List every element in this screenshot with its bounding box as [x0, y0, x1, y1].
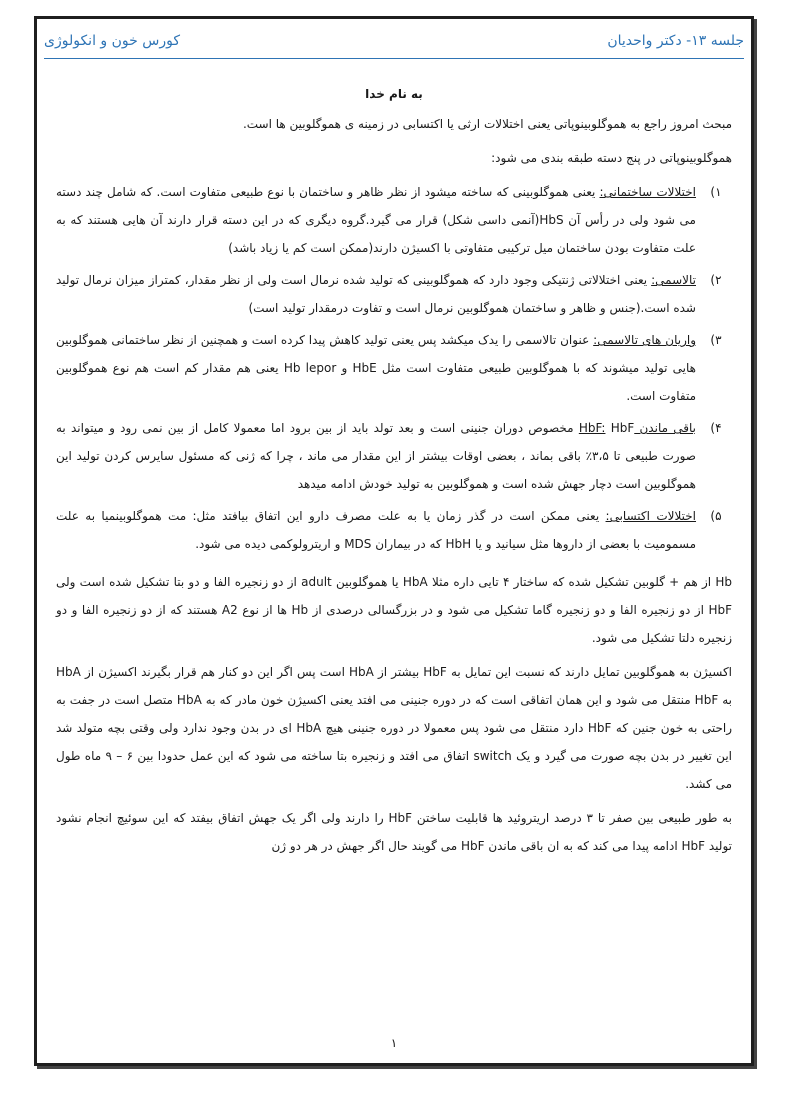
- basmala-heading: به نام خدا: [365, 87, 423, 101]
- list-item-text: یعنی ممکن است در گذر زمان یا به علت مصرف دارو این اتفاق بیافتد مثل: مت هموگلوبینمیا به علت مسمومیت با بعضی از داروها مثل سیانید و یا HbH که در بیماران MDS و اریترولوکمی دیده می شود.: [56, 509, 696, 551]
- list-item: [56, 502, 722, 558]
- header-rule: [44, 58, 744, 59]
- list-item-term: تالاسمی:: [651, 273, 696, 287]
- list-item-number: ۴): [710, 421, 722, 435]
- document-body: [56, 74, 732, 866]
- list-item-number: ۳): [710, 333, 722, 347]
- list-item: [56, 326, 722, 410]
- list-item-term: اختلالات اکتسابی:: [605, 509, 697, 523]
- list-item-text: یعنی هموگلوبینی که ساخته میشود از نظر ظاهر و ساختمان با نوع طبیعی متفاوت است. که شامل چند دسته می شود ولی در رأس آن HbS(آنمی داسی شکل) قرار می گیرد.گروه دیگری که در این دسته قرار دارند آن هایی هستند که به علت متفاوت بودن ساختمان میل ترکیبی متفاوتی با اکسیژن دارند(ممکن است کم یا زیاد باشد): [56, 185, 696, 255]
- header-course-title: کورس خون و انکولوژی: [44, 33, 180, 49]
- intro-paragraph-2: هموگلوبینوپاتی در پنج دسته طبقه بندی می شود:: [491, 151, 732, 165]
- list-item-text: عنوان تالاسمی را یدک میکشد پس یعنی تولید کاهش پیدا کرده است و همچنین از نظر ساختمانی هموگلوبین هایی تولید میشوند که با هموگلوبین طبیعی متفاوت است مثل HbE و Hb lepor یعنی هم مقدار کم است هم نوع هموگلوبین متفاوت است.: [56, 333, 696, 403]
- list-item: [56, 414, 722, 498]
- list-item: [56, 266, 722, 322]
- list-item-text: HbF مخصوص دوران جنینی است و بعد تولد باید از بین برود اما معمولا کامل از بین نمی رود و میتواند به صورت طبیعی تا ۳،۵٪ باقی بماند ، بعضی اوقات بیشتر از این مقدار می ماند ، چرا که ژنی که مسئول سایرس کردن تولید این هموگلوبین است دچار جهش شده است و هموگلوبین به تولید خودش ادامه میدهد: [56, 421, 696, 491]
- list-item-term: باقی ماندن HbF:: [578, 421, 696, 435]
- body-paragraph-2: اکسیژن به هموگلوبین تمایل دارند که نسبت این تمایل به HbF بیشتر از HbA است پس اگر این دو کنار هم قرار بگیرند اکسیژن از HbA به HbF منتقل می شود و این همان اتفاقی است که در دوره جنینی می افتد یعنی اکسیژن خون مادر که به HbA متصل است در جفت به راحتی به خون جنین که HbF دارد منتقل می شود پس معمولا در دوره جنینی هیچ HbA ای در بدن وجود ندارد ولی وقتی بچه متولد شد این تغییر در بدن بچه صورت می گیرد و یک switch اتفاق می افتد و زنجیره بتا ساخته می شود که این عمل حدودا بین ۶ – ۹ ماه طول می کشد.: [56, 665, 733, 791]
- document-page: [44, 22, 744, 1062]
- list-item-number: ۲): [710, 273, 722, 287]
- list-item-text: یعنی اختلالاتی ژنتیکی وجود دارد که هموگلوبینی که تولید شده نرمال است ولی از نظر مقدار، کمتراز میزان نرمال تولید شده است.(جنس و ظاهر و ساختمان هموگلوبین نرمال است و تفاوت درمقدار تولید است): [56, 273, 696, 315]
- body-paragraph-1: Hb از هم + گلوبین تشکیل شده که ساختار ۴ تایی داره مثلا HbA یا هموگلوبین adult از دو زنجیره الفا و دو بتا تشکیل شده است ولی HbF از دو زنجیره الفا و دو زنجیره گاما تشکیل می شود و در بزرگسالی درصدی از Hb ها از نوع A2 هستند که از دو زنجیره الفا و دو زنجیره دلتا تشکیل می شود.: [56, 575, 732, 645]
- page-header: [44, 26, 744, 56]
- classification-list: [56, 178, 732, 558]
- list-item-term: واریان های تالاسمی:: [593, 333, 696, 347]
- page-number: ۱: [390, 1036, 398, 1050]
- list-item: [56, 178, 722, 262]
- header-session-title: جلسه ۱۳- دکتر واحدیان: [607, 33, 744, 49]
- body-paragraph-3: به طور طبیعی بین صفر تا ۳ درصد اریتروئید ها قابلیت ساختن HbF را دارند ولی اگر یک جهش اتفاق بیفتد که این سوئیچ انجام نشود تولید HbF ادامه پیدا می کند که به ان باقی ماندن HbF می گویند حال اگر جهش در هر دو ژن: [56, 811, 733, 853]
- list-item-number: ۵): [710, 509, 722, 523]
- list-item-term: اختلالات ساختمانی:: [599, 185, 696, 199]
- list-item-number: ۱): [710, 185, 722, 199]
- intro-paragraph-1: مبحث امروز راجع به هموگلوبینوپاتی یعنی اختلالات ارثی یا اکتسابی در زمینه ی هموگلوبین ها است.: [242, 117, 732, 131]
